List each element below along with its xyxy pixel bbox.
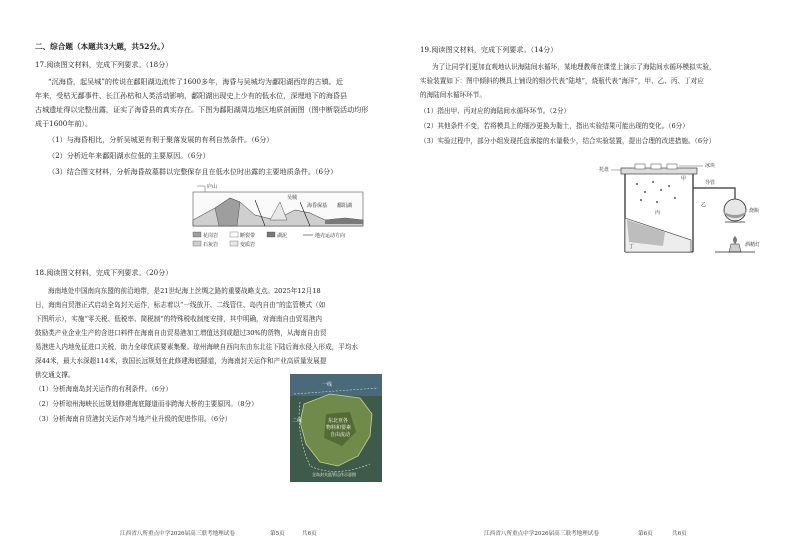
q17-para-line: “沉海昏，起吴城”的传说在鄱阳湖边流传了1600多年，海昏与吴城均为鄱阳湖西岸的古镇。近	[48, 77, 343, 86]
q18-para-line: 日，海南自贸港正式启动全岛封关运作，标志着以“一线放开、二线管住、岛内自由”的监管模式（如	[35, 301, 326, 309]
q18-task-2: （2）分析琼州海峡长远规划修建海底隧道而非跨海大桥的主要原因。（8分）	[35, 400, 258, 408]
map-line1-label: 一线	[322, 382, 333, 388]
q17-para-line: 古城遗址得以完整出露，证实了海昏县的真实存在。下图为鄱阳湖周边地区地质剖面图（图中断裂活动均形	[35, 105, 369, 114]
q18-para-line: 海南地处中国南向东盟的前沿地带，是21世纪海上丝绸之路的重要战略支点。2025年12月18	[48, 287, 321, 295]
q18-para-line: 下图所示），实施“零关税、低税率、简税制”的特殊税收制度安排，其中明确，对海南自由贸易港内	[35, 315, 322, 323]
footer-page: 第5页	[270, 531, 285, 537]
lushan-label: 庐山	[207, 184, 218, 190]
footer-page: 第6页	[638, 531, 653, 537]
bing-label: 丙	[655, 210, 661, 216]
map-center-text: 自由流动	[330, 432, 351, 438]
yi-label: 乙	[701, 202, 707, 208]
lamp-label: 酒精灯	[745, 242, 761, 248]
q19-para-line: 实验装置如下：图中倾斜的模具上铺设的细沙代表“陆地”，烧瓶代表“海洋”，甲、乙、丙、丁对应	[420, 77, 704, 85]
q19-heading: 19.阅读图文材料，完成下列要求。（14分）	[420, 45, 558, 54]
poyang-label: 鄱阳湖	[337, 203, 353, 209]
q19-para-line: 为了让同学们更加直观地认识海陆间水循环，某地理教师在课堂上演示了海陆间水循环模拟实验，	[432, 63, 716, 71]
q17-para-line: 年来，受枯无鄱事件、长江孙枯和人类活动影响，鄱阳湖出现史上少有的低水位，深埋地下的海昏县	[35, 91, 348, 100]
footer-total: 共6页	[302, 531, 317, 537]
q19-task-3: （3）实验过程中，部分小组发现托盘承接的水量极少，结合实验装置，提出合理的改进措施。（6分）	[420, 137, 716, 145]
wucheng-label: 吴城	[287, 195, 298, 201]
ding-label: 丁	[629, 244, 635, 250]
right-page	[400, 0, 800, 550]
figure-legend	[193, 232, 345, 248]
footer-school: 江西省八所重点中学2026届高三联考地理试卷	[484, 531, 599, 537]
q18-task-1: （1）分析海南岛封关运作的有利条件。（6分）	[35, 385, 172, 393]
q17-task-2: （2）分析近年来鄱阳湖水位低的主要原因。（6分）	[48, 151, 210, 160]
q17-heading: 17.阅读图文材料，完成下列要求。（18分）	[35, 60, 173, 69]
hainan-map-figure	[290, 374, 382, 482]
q18-para-line: 供交通支撑。	[35, 371, 75, 379]
footer-total: 共6页	[672, 531, 687, 537]
tray-label: 托盘	[599, 167, 610, 173]
jia-label: 甲	[681, 176, 687, 182]
map-line2-label: 二线	[292, 418, 303, 424]
geologic-section-figure	[175, 180, 380, 250]
legend-item: 湖泥	[277, 233, 288, 239]
q18-task-3: （3）分析海南自贸港封关运作对当地产业升级的促进作用。（6分）	[35, 415, 232, 423]
ice-label: 冰块	[705, 163, 716, 169]
map-bottom-caption: 全岛封关监管运作示意图	[312, 472, 356, 477]
flask-label: 烧瓶	[749, 208, 760, 214]
q18-para-line: 易港进入内地免征进口关税，助力全球优质要素集聚。琼州海峡自西向东由东北往下陆后海水侵入形成，平均水	[35, 343, 359, 351]
q19-para-line: 的海陆间水循环环节。	[420, 91, 486, 99]
map-center-text: 东北亚各	[328, 418, 349, 424]
q19-task-2: （2）其他条件不变，若将模具上的细沙更换为黏土，指出实验结果可能出现的变化。（6分）	[420, 122, 689, 130]
q19-task-1: （1）指出甲、丙对应的海陆间水循环环节。（2分）	[420, 107, 571, 115]
q17-task-1: （1）与海昏相比，分析吴城更有利于聚落发展的有利自然条件。（6分）	[48, 135, 274, 144]
legend-item: 地壳运动方向	[315, 233, 346, 239]
q18-para-line: 深44米，最大水深超114米，我国长远规划在此修建海底隧道，为海南封关运作和产业高质量发展提	[35, 357, 327, 365]
haihun-label: 海昏保基	[307, 203, 328, 209]
footer-school: 江西省八所重点中学2026届高三联考地理试卷	[120, 531, 235, 537]
legend-item: 花岗岩	[203, 233, 219, 239]
legend-item: 变质岩	[240, 242, 256, 248]
q18-heading: 18.阅读图文材料，完成下列要求。（20分）	[35, 268, 173, 277]
q18-para-line: 鼓励类产业企业生产的含进口料件在海南自由贸易港加工增值达到或超过30%的货物，从海南自由贸	[35, 329, 327, 337]
q17-para-line: 成于1600年前）。	[35, 119, 93, 128]
pipe-label: 导管	[705, 180, 716, 186]
map-center-text: 物料和要素	[326, 425, 352, 431]
q17-task-3: （3）结合图文材料，分析海昏故墓群以完整保存且在低水位时出露的主要地质条件。（6分）	[48, 167, 338, 176]
legend-item: 石灰岩	[203, 242, 219, 248]
water-cycle-apparatus-figure	[595, 158, 770, 254]
section-title: 二、综合题（本题共3大题，共52分。）	[35, 42, 169, 51]
legend-item: 断裂带	[240, 233, 256, 239]
